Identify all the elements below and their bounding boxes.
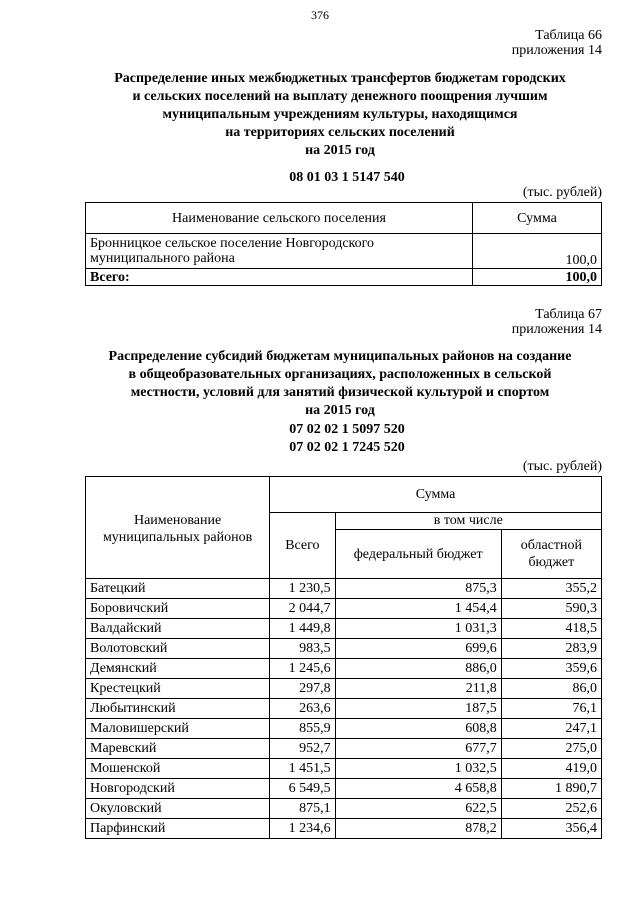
table67-reference [512, 307, 602, 337]
row-district-name: Новгородский [86, 779, 270, 799]
row-regional: 252,6 [501, 799, 601, 819]
table-row [86, 699, 602, 719]
row-district-name: Окуловский [86, 799, 270, 819]
table67-units: (тыс. рублей) [522, 459, 602, 474]
table66-title-line: муниципальным учреждениям культуры, находящимся [162, 107, 518, 122]
row-district-name: Батецкий [86, 579, 270, 599]
table66-title-line: Распределение иных межбюджетных трансфертов бюджетам городских [114, 71, 566, 86]
table-row [86, 679, 602, 699]
column-header-total: Всего [270, 513, 335, 579]
row-total: 855,9 [270, 719, 335, 739]
page-number: 376 [311, 8, 329, 22]
row-total: 1 245,6 [270, 659, 335, 679]
table-row [86, 819, 602, 839]
row-federal: 4 658,8 [335, 779, 501, 799]
row-regional: 247,1 [501, 719, 601, 739]
table67-title-line: местности, условий для занятий физической культурой и спортом [130, 385, 550, 400]
row-federal: 1 454,4 [335, 599, 501, 619]
table66-title-line: на территориях сельских поселений [225, 125, 455, 140]
row-total: 875,1 [270, 799, 335, 819]
row-federal: 878,2 [335, 819, 501, 839]
row-district-name: Валдайский [86, 619, 270, 639]
table-row [86, 619, 602, 639]
row-regional: 590,3 [501, 599, 601, 619]
table67-title-line: на 2015 год [305, 403, 375, 418]
row-district-name: Маревский [86, 739, 270, 759]
row-district-name: Парфинский [86, 819, 270, 839]
table-row [86, 719, 602, 739]
row-federal: 677,7 [335, 739, 501, 759]
row-regional: 356,4 [501, 819, 601, 839]
row-total: 1 234,6 [270, 819, 335, 839]
column-header-regional: областной бюджет [501, 530, 601, 579]
table66-title-line: и сельских поселений на выплату денежного поощрения лучшим [132, 89, 548, 104]
row-total: 1 449,8 [270, 619, 335, 639]
row-total: 983,5 [270, 639, 335, 659]
column-header-name: Наименование сельского поселения [86, 203, 473, 234]
table-row [86, 799, 602, 819]
table-row [86, 579, 602, 599]
column-header-name: Наименование муниципальных районов [86, 477, 270, 579]
table-row [86, 779, 602, 799]
table-total-row [86, 269, 602, 286]
total-label: Всего: [86, 269, 473, 286]
column-header-incl: в том числе [335, 513, 601, 530]
row-regional: 359,6 [501, 659, 601, 679]
row-district-name: Демянский [86, 659, 270, 679]
row-district-name: Любытинский [86, 699, 270, 719]
row-federal: 1 031,3 [335, 619, 501, 639]
row-federal: 1 032,5 [335, 759, 501, 779]
row-total: 297,8 [270, 679, 335, 699]
table67-title-line: Распределение субсидий бюджетам муниципальных районов на создание [108, 349, 572, 364]
row-federal: 211,8 [335, 679, 501, 699]
row-regional: 1 890,7 [501, 779, 601, 799]
table66-ref-line1: Таблица 66 [535, 28, 602, 43]
table-row [86, 639, 602, 659]
row-regional: 355,2 [501, 579, 601, 599]
table-row [86, 739, 602, 759]
row-district-name: Маловишерский [86, 719, 270, 739]
row-regional: 418,5 [501, 619, 601, 639]
table66-ref-line2: приложения 14 [511, 43, 602, 58]
row-name: Бронницкое сельское поселение Новгородского муниципального района [86, 234, 473, 269]
row-regional: 283,9 [501, 639, 601, 659]
table67-ref-line2: приложения 14 [511, 322, 602, 337]
table66-code: 08 01 03 1 5147 540 [289, 170, 405, 185]
table66-units: (тыс. рублей) [522, 185, 602, 200]
row-federal: 608,8 [335, 719, 501, 739]
column-header-sum: Сумма [270, 477, 602, 513]
row-regional: 419,0 [501, 759, 601, 779]
table67-ref-line1: Таблица 67 [535, 307, 602, 322]
row-district-name: Мошенской [86, 759, 270, 779]
row-district-name: Волотовский [86, 639, 270, 659]
row-total: 2 044,7 [270, 599, 335, 619]
table67-title [40, 348, 640, 420]
total-value: 100,0 [473, 269, 602, 286]
table-row [86, 234, 602, 269]
table66-title-line: на 2015 год [305, 143, 375, 158]
column-header-sum: Сумма [473, 203, 602, 234]
table-row [86, 759, 602, 779]
row-total: 952,7 [270, 739, 335, 759]
table-row [86, 659, 602, 679]
row-federal: 699,6 [335, 639, 501, 659]
row-total: 1 451,5 [270, 759, 335, 779]
row-federal: 622,5 [335, 799, 501, 819]
row-regional: 76,1 [501, 699, 601, 719]
table-row [86, 599, 602, 619]
row-total: 263,6 [270, 699, 335, 719]
table66-reference [512, 28, 602, 58]
row-district-name: Крестецкий [86, 679, 270, 699]
row-district-name: Боровичский [86, 599, 270, 619]
table67-code-2: 07 02 02 1 7245 520 [289, 440, 405, 455]
row-value: 100,0 [473, 234, 602, 269]
row-regional: 275,0 [501, 739, 601, 759]
table67-title-line: в общеобразовательных организациях, расположенных в сельской [128, 367, 552, 382]
row-federal: 187,5 [335, 699, 501, 719]
table67-code-1: 07 02 02 1 5097 520 [289, 422, 405, 437]
row-federal: 875,3 [335, 579, 501, 599]
column-header-federal: федеральный бюджет [335, 530, 501, 579]
table67 [85, 476, 602, 839]
row-federal: 886,0 [335, 659, 501, 679]
row-regional: 86,0 [501, 679, 601, 699]
row-total: 6 549,5 [270, 779, 335, 799]
table66-title [40, 70, 640, 160]
table66 [85, 202, 602, 286]
row-total: 1 230,5 [270, 579, 335, 599]
